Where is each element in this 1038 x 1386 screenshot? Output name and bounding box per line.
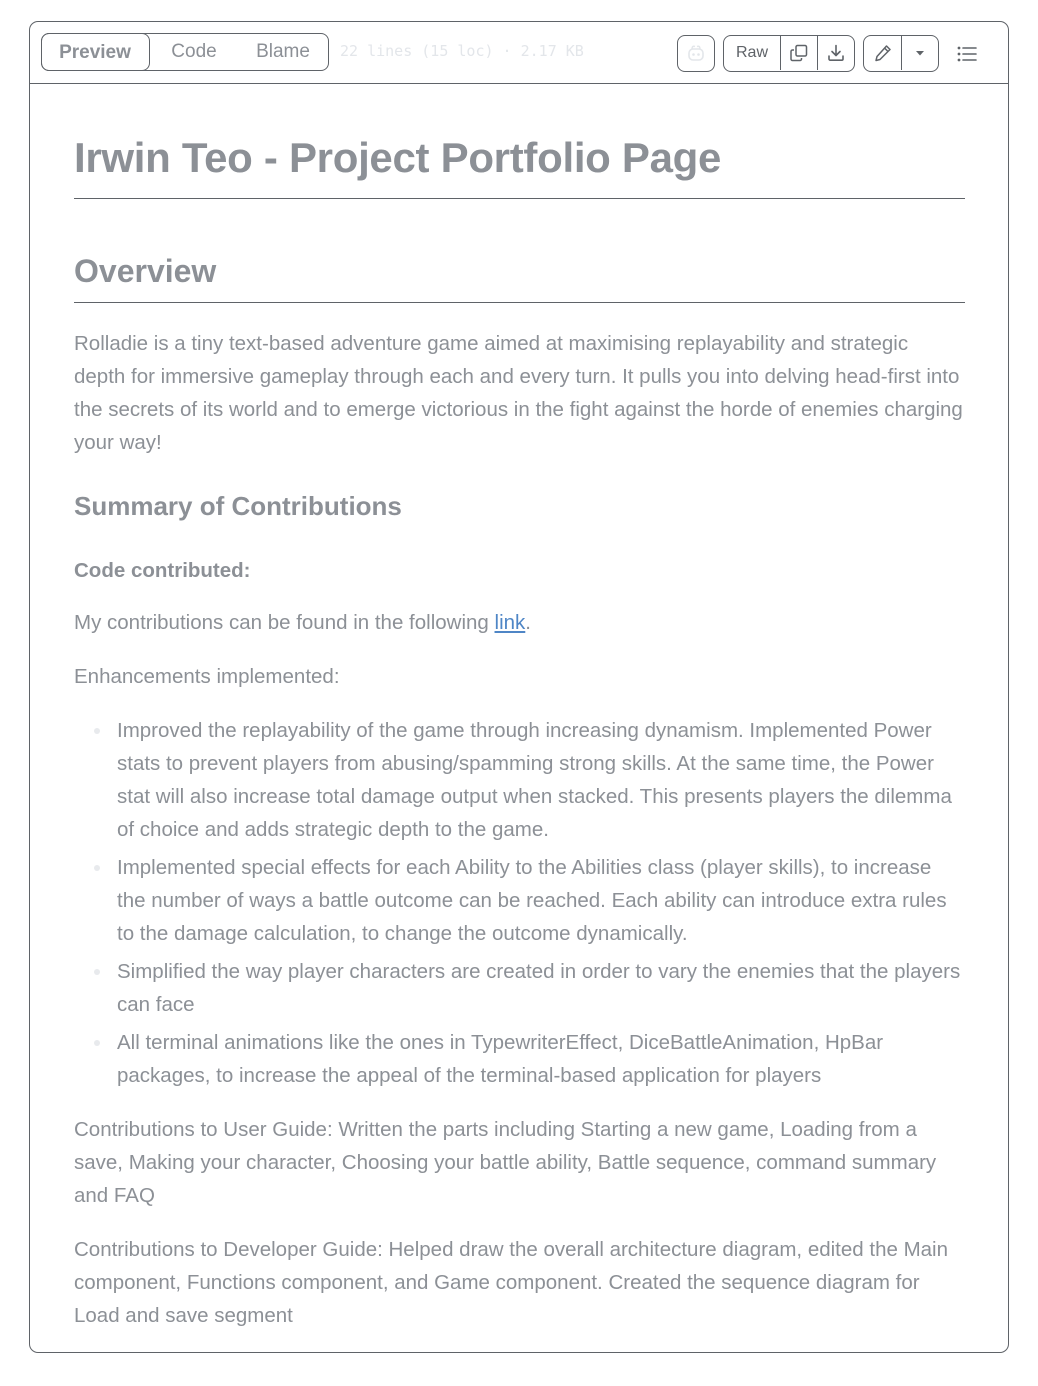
enhancements-label: Enhancements implemented: <box>74 665 340 688</box>
triangle-down-icon <box>913 46 927 60</box>
overview-heading: Overview <box>74 250 965 303</box>
tab-code[interactable]: Code <box>171 41 217 62</box>
copy-raw-button[interactable] <box>780 36 817 70</box>
edit-dropdown-button[interactable] <box>901 36 938 70</box>
user-guide-text: Contributions to User Guide: Written the parts including Starting a new game, Loading from a save, Making your character, Choosing your battle ability, Battle sequence, command summary and FAQ <box>74 1118 937 1207</box>
page-title: Irwin Teo - Project Portfolio Page <box>74 132 965 199</box>
overview-text: Rolladie is a tiny text-based adventure game aimed at maximising replayability and strategic depth for immersive gameplay through each and every turn. It pulls you into delving head-first into the secrets of its world and to emerge victorious in the fight against the horde of enemies charging your way! <box>74 332 963 454</box>
copilot-icon <box>686 43 706 63</box>
download-icon <box>826 43 846 63</box>
file-view-frame <box>29 21 1009 1353</box>
file-toolbar <box>30 22 1008 84</box>
code-contributed-label: Code contributed: <box>74 559 251 582</box>
raw-button[interactable] <box>724 36 780 70</box>
file-info: 22 lines (15 loc) · 2.17 KB <box>340 42 584 60</box>
outline-button[interactable] <box>950 35 984 72</box>
list-item: Improved the replayability of the game through increasing dynamism. Implemented Power stats to prevent players from abusing/spamming strong skills. At the same time, the Power stat will also increase total damage output when stacked. This presents players the dilemma of choice and adds strategic depth to the game. <box>74 714 965 846</box>
tab-blame[interactable]: Blame <box>256 41 310 62</box>
list-unordered-icon <box>956 44 978 64</box>
copy-icon <box>789 43 809 63</box>
edit-group <box>863 35 939 72</box>
developer-guide-text: Contributions to Developer Guide: Helped draw the overall architecture diagram, edited the Main component, Functions component, and Game component. Created the sequence diagram for Load and save segment <box>74 1238 949 1327</box>
tab-preview[interactable]: Preview <box>41 33 150 71</box>
contributions-line <box>74 606 965 639</box>
enhancements-list <box>74 714 965 1097</box>
list-item: All terminal animations like the ones in TypewriterEffect, DiceBattleAnimation, HpBar packages, to increase the appeal of the terminal-based application for players <box>74 1026 965 1092</box>
contributions-suffix: . <box>525 611 531 634</box>
list-item: Simplified the way player characters are created in order to vary the enemies that the players can face <box>74 955 965 1021</box>
list-item: Implemented special effects for each Ability to the Abilities class (player skills), to increase the number of ways a battle outcome can be reached. Each ability can introduce extra rules to the damage calculation, to change the outcome dynamically. <box>74 851 965 950</box>
summary-heading: Summary of Contributions <box>74 491 402 521</box>
view-mode-segmented-control <box>41 33 329 71</box>
copilot-button[interactable] <box>677 35 715 72</box>
pencil-icon <box>873 43 893 63</box>
contributions-link[interactable]: link <box>494 611 526 634</box>
raw-copy-download-group <box>723 35 855 72</box>
contributions-prefix: My contributions can be found in the following <box>74 611 495 634</box>
raw-label: Raw <box>735 44 768 61</box>
edit-file-button[interactable] <box>864 36 901 70</box>
download-button[interactable] <box>817 36 854 70</box>
